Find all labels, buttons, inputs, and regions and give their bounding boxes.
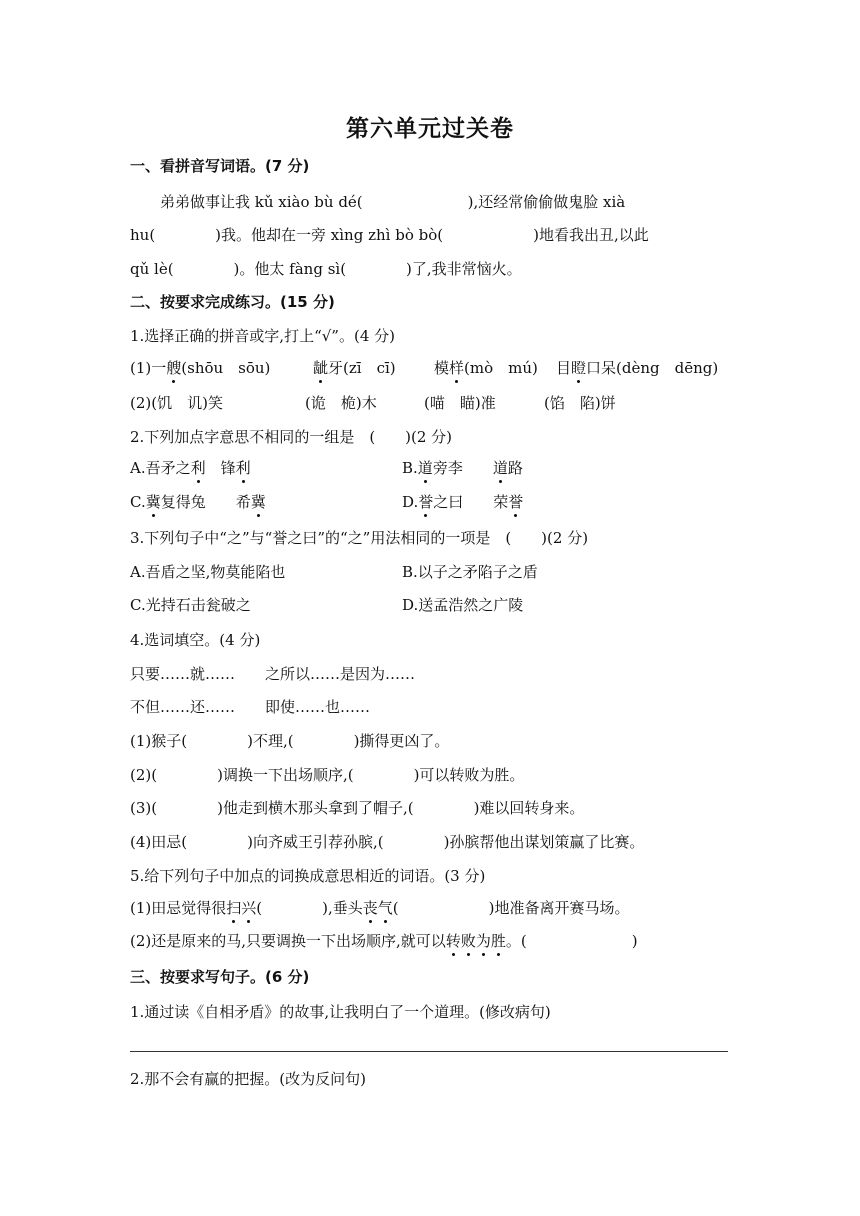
q1-row-2-item-4: (馅 陷)饼 — [544, 394, 616, 412]
dotted-char: 道 — [417, 459, 433, 477]
q1-item-3: 模样(mò mú) — [434, 359, 538, 377]
q1-item-4: 目瞪口呆(dèng dēng) — [556, 359, 719, 377]
dotted-char: 兴 — [241, 899, 257, 917]
q5-prompt: 5.给下列句子中加点的词换成意思相近的词语。(3 分) — [130, 867, 486, 885]
dotted-char: 瞪 — [571, 359, 587, 377]
q3-option-d: D.送孟浩然之广陵 — [402, 596, 524, 614]
dotted-char: 扫 — [226, 899, 242, 917]
section-1-heading: 一、看拼音写词语。(7 分) — [130, 157, 310, 175]
q2-prompt: 2.下列加点字意思不相同的一组是 ( )(2 分) — [130, 428, 453, 446]
dotted-char: 誉 — [418, 493, 434, 511]
q5-item-1: (1)田忌觉得很扫兴( ),垂头丧气( )地准备离开赛马场。 — [130, 899, 630, 917]
q4-word-bank-2: 不但……还…… 即使……也…… — [130, 698, 371, 716]
s1-line-2: hu( )我。他却在一旁 xìng zhì bò bò( )地看我出丑,以此 — [130, 226, 649, 244]
q3-option-a: A.吾盾之坚,物莫能陷也 — [130, 563, 286, 581]
q5-item-2: (2)还是原来的马,只要调换一下出场顺序,就可以转败为胜。( ) — [130, 932, 638, 950]
page-title: 第六单元过关卷 — [346, 116, 514, 142]
q1-row-2-item-1: (2)(饥 讥)笑 — [130, 394, 223, 412]
dotted-char: 龇 — [313, 359, 329, 377]
dotted-char: 道 — [492, 459, 508, 477]
q1-prompt: 1.选择正确的拼音或字,打上“√”。(4 分) — [130, 327, 395, 345]
dotted-char: 败 — [460, 932, 476, 950]
dotted-char: 转 — [445, 932, 461, 950]
dotted-char: 气 — [377, 899, 393, 917]
s1-line-1: 弟弟做事让我 kǔ xiào bù dé( ),还经常偷偷做鬼脸 xià — [130, 193, 626, 211]
dotted-char: 誉 — [508, 493, 524, 511]
answer-line[interactable] — [130, 1051, 728, 1052]
q1-item-2: 龇牙(zī cī) — [313, 359, 396, 377]
section-3-heading: 三、按要求写句子。(6 分) — [130, 968, 310, 986]
q1-row-2-item-3: (喵 瞄)准 — [424, 394, 496, 412]
q4-prompt: 4.选词填空。(4 分) — [130, 631, 261, 649]
q4-item-1: (1)猴子( )不理,( )撕得更凶了。 — [130, 732, 450, 750]
q1-row-2-item-2: (诡 桅)木 — [305, 394, 377, 412]
q3-option-b: B.以子之矛陷子之盾 — [402, 563, 538, 581]
q2-option-b: B.道旁李 道路 — [402, 459, 523, 477]
dotted-char: 利 — [235, 459, 251, 477]
dotted-char: 冀 — [250, 493, 266, 511]
section-2-heading: 二、按要求完成练习。(15 分) — [130, 293, 335, 311]
dotted-char: 冀 — [145, 493, 161, 511]
dotted-char: 丧 — [362, 899, 378, 917]
q4-word-bank-1: 只要……就…… 之所以……是因为…… — [130, 665, 416, 683]
s3-q1-prompt: 1.通过读《自相矛盾》的故事,让我明白了一个道理。(修改病句) — [130, 1003, 551, 1021]
q2-option-d: D.誉之曰 荣誉 — [402, 493, 524, 511]
s1-line-3: qǔ lè( )。他太 fàng sì( )了,我非常恼火。 — [130, 260, 522, 278]
dotted-char: 艘 — [166, 359, 182, 377]
q1-row-1: (1)一艘(shōu sōu) — [130, 359, 271, 377]
dotted-char: 为 — [475, 932, 491, 950]
s3-q2-prompt: 2.那不会有赢的把握。(改为反问句) — [130, 1070, 367, 1088]
dotted-char: 利 — [190, 459, 206, 477]
dotted-char: 胜 — [490, 932, 506, 950]
q3-prompt: 3.下列句子中“之”与“誉之曰”的“之”用法相同的一项是 ( )(2 分) — [130, 529, 589, 547]
q4-item-4: (4)田忌( )向齐威王引荐孙膑,( )孙膑帮他出谋划策赢了比赛。 — [130, 833, 645, 851]
q3-option-c: C.光持石击瓮破之 — [130, 596, 251, 614]
dotted-char: 样 — [449, 359, 465, 377]
q2-option-a: A.吾矛之利 锋利 — [130, 459, 251, 477]
q2-option-c: C.冀复得兔 希冀 — [130, 493, 266, 511]
q4-item-2: (2)( )调换一下出场顺序,( )可以转败为胜。 — [130, 766, 525, 784]
q4-item-3: (3)( )他走到横木那头拿到了帽子,( )难以回转身来。 — [130, 799, 585, 817]
